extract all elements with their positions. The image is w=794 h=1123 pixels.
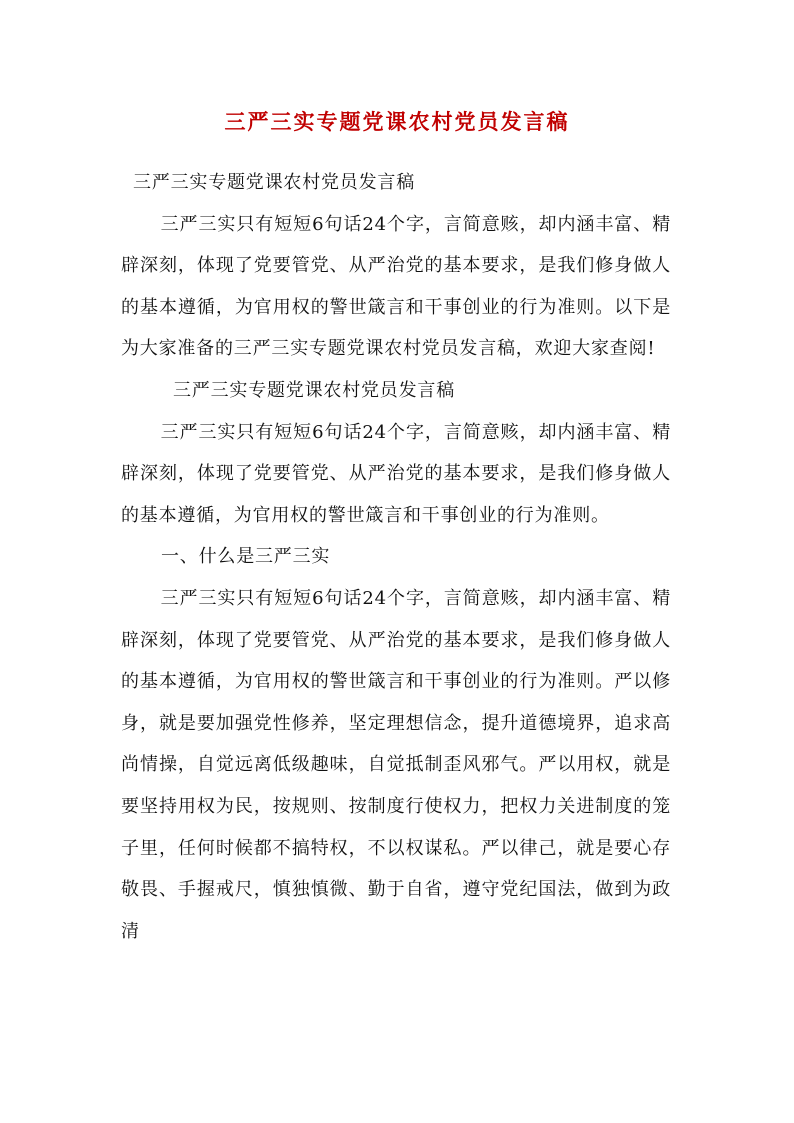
body-paragraph: 三严三实只有短短6句话24个字，言简意赅，却内涵丰富、精辟深刻，体现了党要管党、从严治党的基本要求，是我们修身做人的基本遵循，为官用权的警世箴言和干事创业的行为准则。严以修身，就是要加强党性修养，坚定理想信念，提升道德境界，追求高尚情操，自觉远离低级趣味，自觉抵制歪风邪气。严以用权，就是要坚持用权为民，按规则、按制度行使权力，把权力关进制度的笼子里，任何时候都不搞特权，不以权谋私。严以律己，就是要心存敬畏、手握戒尺，慎独慎微、勤于自省，遵守党纪国法，做到为政清 [121, 587, 671, 942]
body-paragraph: 三严三实只有短短6句话24个字，言简意赅，却内涵丰富、精辟深刻，体现了党要管党、从严治党的基本要求，是我们修身做人的基本遵循，为官用权的警世箴言和干事创业的行为准则。 [121, 421, 671, 526]
subtitle-heading: 三严三实专题党课农村党员发言稿 [133, 172, 415, 193]
document-body [121, 162, 671, 952]
section-heading: 三严三实专题党课农村党员发言稿 [173, 379, 455, 401]
section-heading-what-is: 一、什么是三严三实 [161, 546, 331, 568]
document-title: 三严三实专题党课农村党员发言稿 [224, 109, 570, 134]
intro-paragraph: 三严三实只有短短6句话24个字，言简意赅，却内涵丰富、精辟深刻，体现了党要管党、从严治党的基本要求，是我们修身做人的基本遵循，为官用权的警世箴言和干事创业的行为准则。以下是为大家准备的三严三实专题党课农村党员发言稿，欢迎大家查阅! [121, 213, 671, 360]
